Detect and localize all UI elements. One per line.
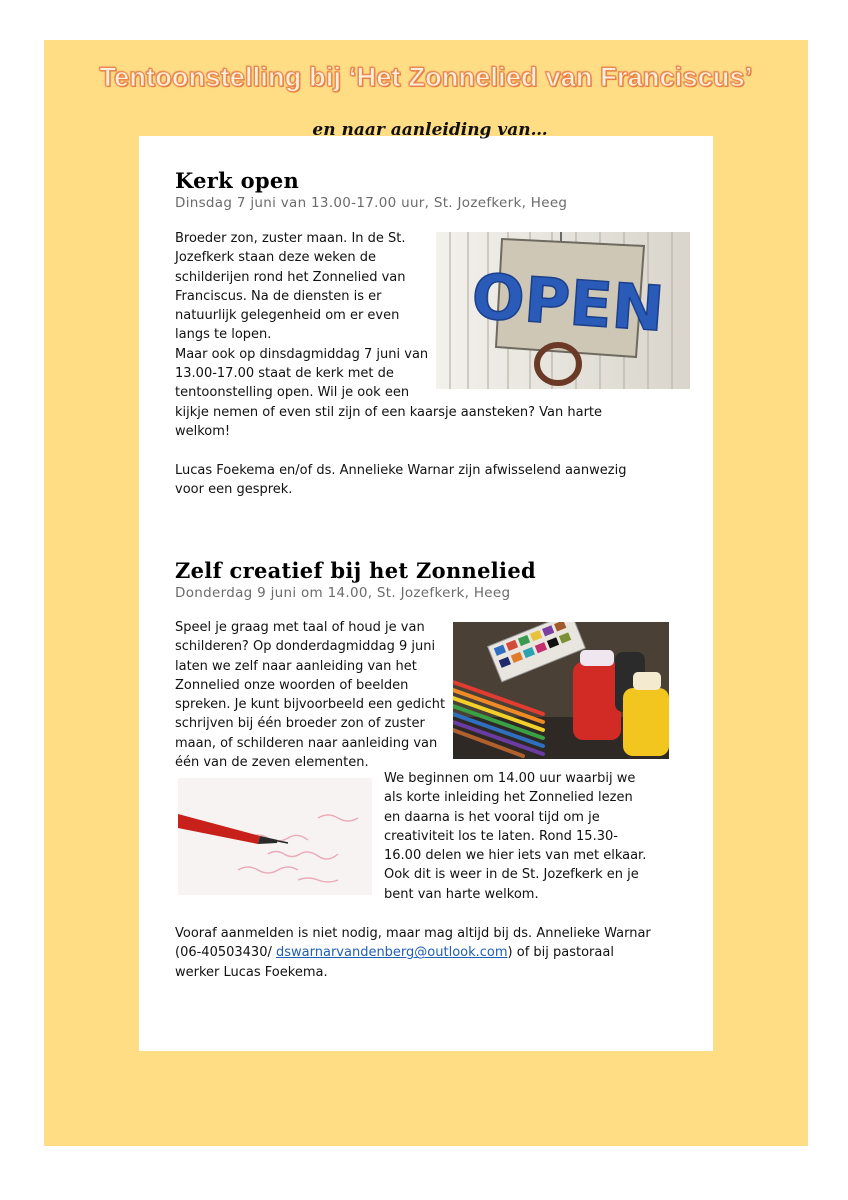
section1-meta: Dinsdag 7 juni van 13.00-17.00 uur, St. Jozefkerk, Heeg [175,195,568,211]
text-line: schrijven bij één broeder zon of zuster [175,716,425,732]
text-line: kijkje nemen of even stil zijn of een kaarsje aansteken? Van harte [175,405,603,420]
section2-meta: Donderdag 9 juni om 14.00, St. Jozefkerk, Heeg [175,585,511,601]
text-line: Maar ook op dinsdagmiddag 7 juni van [175,346,429,362]
text-line: 16.00 delen we hier iets van met elkaar. [384,848,647,864]
section2-heading: Zelf creatief bij het Zonnelied [175,558,536,583]
text-line [175,943,675,962]
red-pen-photo [178,778,372,895]
text-line: Vooraf aanmelden is niet nodig, maar mag altijd bij ds. Annelieke Warnar [175,926,651,941]
text-line: We beginnen om 14.00 uur waarbij we [384,771,636,786]
section2-paragraph1 [175,618,450,772]
text-fragment: ) of bij pastoraal [507,945,614,961]
subtitle: en naar aanleiding van… [312,120,548,140]
text-line: werker Lucas Foekema. [175,964,328,980]
text-line: schilderen? Op donderdagmiddag 9 juni [175,639,436,655]
text-line: creativiteit los te laten. Rond 15.30- [384,828,618,844]
section1-paragraph-tail [175,403,675,499]
text-line: één van de zeven elementen. [175,755,369,771]
text-line: Ook dit is weer in de St. Jozefkerk en je [384,867,639,883]
page-title: Tentoonstelling bij ‘Het Zonnelied van Franciscus’ [99,62,753,92]
text-line: als korte inleiding het Zonnelied lezen [384,790,633,806]
text-line: Lucas Foekema en/of ds. Annelieke Warnar zijn afwisselend aanwezig [175,462,627,478]
text-line: tentoonstelling open. Wil je ook een [175,385,410,401]
text-line: voor een gesprek. [175,481,293,497]
text-line: Jozefkerk staan deze weken de [175,250,376,266]
section1-paragraph [175,229,435,403]
text-line: maan, of schilderen naar aanleiding van [175,735,438,751]
section1-heading: Kerk open [175,168,300,193]
signup-paragraph [175,924,675,982]
email-link[interactable]: dswarnarvandenberg@outlook.com [276,945,508,961]
text-line: langs te lopen. [175,327,272,343]
text-line: 13.00-17.00 staat de kerk met de [175,366,394,382]
text-line: welkom! [175,424,231,440]
text-line: Broeder zon, zuster maan. In de St. [175,231,406,246]
open-sign-text: OPEN [469,259,667,346]
section2-paragraph2 [384,769,674,904]
text-line: Franciscus. Na de diensten is er [175,288,382,304]
text-line: laten we zelf naar aanleiding van het [175,658,417,674]
paint-supplies-photo [453,622,669,759]
text-line: Zonnelied onze woorden of beelden [175,677,409,693]
text-line: en daarna is het vooral tijd om je [384,809,600,825]
text-fragment: (06-40503430/ [175,945,276,961]
text-line: natuurlijk gelegenheid om er even [175,308,400,324]
text-line: bent van harte welkom. [384,886,539,902]
text-line: schilderijen rond het Zonnelied van [175,269,406,285]
open-sign-photo [436,232,690,389]
text-line: Speel je graag met taal of houd je van [175,620,425,635]
text-line: spreken. Je kunt bijvoorbeeld een gedicht [175,697,446,713]
